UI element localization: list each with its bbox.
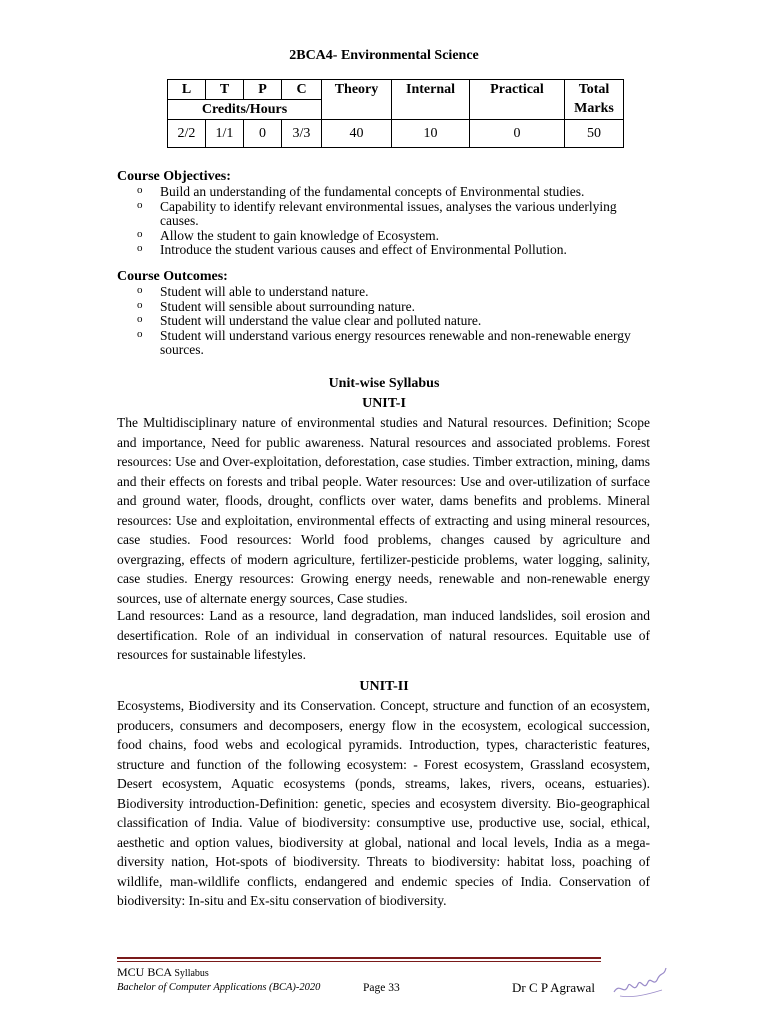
header-l: L (168, 80, 206, 100)
bullet-icon: o (137, 313, 143, 326)
header-total-line1: Total (578, 82, 610, 97)
objectives-list (117, 185, 652, 258)
outcome-text: Student will understand various energy resources renewable and non-renewable energy sources. (160, 327, 631, 358)
bullet-icon: o (137, 198, 143, 211)
bullet-icon: o (137, 227, 143, 240)
unit1-heading: UNIT-I (362, 396, 406, 411)
bullet-icon: o (137, 298, 143, 311)
credits-marks-table (167, 79, 624, 148)
bullet-icon: o (137, 184, 143, 196)
list-item (117, 285, 652, 300)
list-item (117, 314, 652, 329)
header-p: P (244, 80, 282, 100)
footer-rule-thick (117, 957, 601, 959)
outcomes-heading: Course Outcomes: (117, 269, 228, 284)
header-practical: Practical (470, 80, 565, 120)
list-item (117, 329, 652, 358)
footer-course-small: Syllabus (174, 968, 209, 979)
unit1-paragraph-1: The Multidisciplinary nature of environmental studies and Natural resources. Definition; Scope and importance, Need for public awareness. Natural resources and associated problems. Forest resources: Use and Over-exploitation, deforestation, case studies. Timber extraction, mining, dams and their effects on forests and tribal people. Water resources: Use and over-utilization of surface and ground water, floods, drought, conflicts over water, dams benefits and problems. Mineral resources: Use and exploitation, environmental effects of extracting and using mineral resources, case studies. Food resources: World food problems, changes caused by agriculture and overgrazing, effects of modern agriculture, fertilizer-pesticide problems, water logging, salinity, case studies. Energy resources: Growing energy needs, renewable and non-renewable energy sources, use of alternate energy sources, Case studies. (117, 415, 650, 606)
bullet-icon: o (137, 242, 143, 255)
list-item (117, 185, 652, 200)
syllabus-heading: Unit-wise Syllabus (328, 376, 440, 391)
outcomes-list (117, 285, 652, 358)
cell-practical: 0 (470, 120, 565, 148)
course-objectives (117, 169, 652, 258)
outcome-text: Student will understand the value clear and polluted nature. (160, 313, 482, 329)
unit2-heading: UNIT-II (359, 679, 409, 694)
objectives-heading: Course Objectives: (117, 169, 231, 184)
page-title: 2BCA4- Environmental Science (289, 48, 479, 63)
list-item (117, 243, 652, 258)
cell-p: 0 (244, 120, 282, 148)
footer-program-name: Bachelor of Computer Applications (BCA)-2020 (117, 982, 321, 993)
cell-t: 1/1 (206, 120, 244, 148)
unit1-paragraph-2: Land resources: Land as a resource, land degradation, man induced landslides, soil erosion and desertification. Role of an individual in conservation of natural resources. Equitable use of resources for sustainable lifestyles. (117, 608, 650, 662)
header-internal: Internal (392, 80, 470, 120)
footer-author: Dr C P Agrawal (512, 980, 595, 995)
cell-total: 50 (565, 120, 624, 148)
footer-course-main: MCU BCA (117, 965, 172, 979)
objective-text: Allow the student to gain knowledge of Ecosystem. (160, 227, 439, 243)
header-theory: Theory (322, 80, 392, 120)
bullet-icon: o (137, 327, 143, 340)
outcome-text: Student will able to understand nature. (160, 284, 369, 299)
footer-rule-thin (117, 961, 601, 962)
footer-course-name (117, 965, 209, 980)
unit2-paragraph: Ecosystems, Biodiversity and its Conservation. Concept, structure and function of an ecosystem, producers, consumers and decomposers, energy flow in the ecosystem, ecological succession, food chains, food webs and ecological pyramids. Introduction, types, characteristic features, structure and function of the following ecosystem: - Forest ecosystem, Grassland ecosystem, Desert ecosystem, Aquatic ecosystems (ponds, streams, lakes, rivers, oceans, estuaries). Biodiversity introduction-Definition: genetic, species and ecosystem diversity. Bio-geographical classification of India. Value of biodiversity: consumptive use, productive use, social, ethical, aesthetic and option values, biodiversity at global, national and local levels, India as a mega-diversity nation, Hot-spots of biodiversity. Threats to biodiversity: habitat loss, poaching of wildlife, man-wildlife conflicts, endangered and endemic species of India. Conservation of biodiversity: In-situ and Ex-situ conservation of biodiversity. (117, 698, 650, 908)
header-c: C (282, 80, 322, 100)
footer-page-number: Page 33 (363, 982, 400, 994)
header-total-line2: Marks (574, 101, 614, 116)
outcome-text: Student will sensible about surrounding nature. (160, 298, 415, 314)
objective-text: Build an understanding of the fundamental concepts of Environmental studies. (160, 184, 585, 199)
signature-icon (610, 962, 670, 1002)
bullet-icon: o (137, 284, 143, 296)
course-outcomes (117, 269, 652, 358)
list-item (117, 229, 652, 244)
list-item (117, 200, 652, 229)
cell-c: 3/3 (282, 120, 322, 148)
objective-text: Introduce the student various causes and effect of Environmental Pollution. (160, 242, 567, 258)
cell-internal: 10 (392, 120, 470, 148)
cell-l: 2/2 (168, 120, 206, 148)
cell-theory: 40 (322, 120, 392, 148)
header-total-marks (565, 80, 624, 120)
header-t: T (206, 80, 244, 100)
list-item (117, 300, 652, 315)
header-credits-hours: Credits/Hours (168, 100, 322, 120)
objective-text: Capability to identify relevant environmental issues, analyses the various underlying causes. (160, 198, 617, 229)
